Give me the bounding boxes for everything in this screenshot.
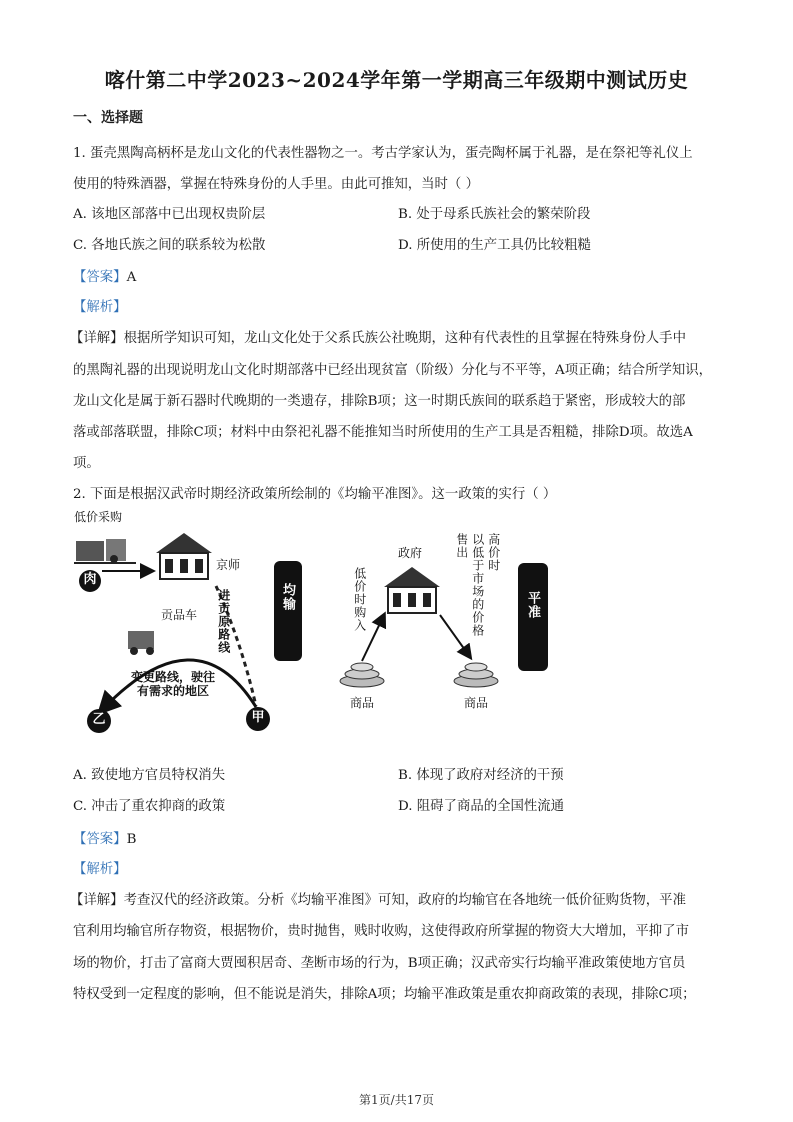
junshu-pillar xyxy=(274,561,302,661)
q2-answer xyxy=(73,828,136,847)
pingzhun-label: 平准 xyxy=(524,591,540,619)
q1-option-a: A. 该地区部落中已出现权贵阶层 xyxy=(73,207,266,222)
junshu-pingzhun-figure xyxy=(66,511,566,747)
q1-detail-line4: 落或部落联盟，排除C项；材料中由祭祀礼器不能推知当时所使用的生产工具是否粗糙，排除D项。故选A xyxy=(73,425,693,440)
change-route-label: 变更路线，驶往有需求的地区 xyxy=(130,670,215,698)
sell-col2-label: 以低于市场的价格 xyxy=(470,533,485,637)
q2-detail-line1 xyxy=(70,889,686,908)
capital-building xyxy=(156,533,212,579)
meat-label: 肉 xyxy=(83,572,97,587)
q1-analysis-tag: 【解析】 xyxy=(73,300,127,315)
low-price-buy-label: 低价时购入 xyxy=(352,567,367,632)
government-building xyxy=(384,567,440,613)
q1-stem-line1: 1. 蛋壳黑陶高柄杯是龙山文化的代表性器物之一。考古学家认为，蛋壳陶杯属于礼器，是在祭祀等礼仪上 xyxy=(73,146,693,161)
page-title: 喀什第二中学2023~2024学年第一学期高三年级期中测试历史 xyxy=(104,68,689,92)
q1-option-b: B. 处于母系氏族社会的繁荣阶段 xyxy=(398,207,591,222)
q1-detail-line5: 项。 xyxy=(73,456,100,471)
goods-left-label: 商品 xyxy=(350,696,375,710)
sell-col1-label: 售出 xyxy=(454,533,469,559)
q2-detail-text1: 考查汉代的经济政策。分析《均输平准图》可知，政府的均输官在各地统一低价征购货物，平准 xyxy=(123,893,686,908)
goods-pile-right xyxy=(454,663,498,687)
q1-answer xyxy=(73,266,136,285)
capital-label: 京师 xyxy=(216,558,241,572)
q2-answer-value: B xyxy=(126,832,137,847)
goods-right-label: 商品 xyxy=(464,696,489,710)
yi-label: 乙 xyxy=(92,712,106,727)
sell-col3-label: 高价时 xyxy=(486,533,501,572)
q2-answer-tag: 【答案】 xyxy=(73,832,127,847)
q2-detail-tag: 【详解】 xyxy=(70,893,124,908)
q1-option-c: C. 各地氏族之间的联系较为松散 xyxy=(73,238,266,253)
q2-analysis-tag: 【解析】 xyxy=(73,862,127,877)
q2-detail-line4: 特权受到一定程度的影响，但不能说是消失，排除A项；均输平准政策是重农抑商政策的表现，排除C项； xyxy=(73,987,696,1002)
q2-option-a: A. 致使地方官员特权消失 xyxy=(73,768,226,783)
q2-stem: 2. 下面是根据汉武帝时期经济政策所绘制的《均输平准图》。这一政策的实行（ ） xyxy=(73,487,557,502)
q1-option-d: D. 所使用的生产工具仍比较粗糙 xyxy=(398,238,591,253)
q1-detail-line2: 的黑陶礼器的出现说明龙山文化时期部落中已经出现贫富（阶级）分化与不平等，A项正确；结合所学知识， xyxy=(73,363,713,378)
page-footer: 第1页/共17页 xyxy=(359,1093,434,1107)
section-heading: 一、选择题 xyxy=(73,110,143,126)
q1-detail-text1: 根据所学知识可知，龙山文化处于父系氏族公社晚期，这种有代表性的且掌握在特殊身份人手中 xyxy=(123,331,686,346)
q2-detail-line3: 场的物价，打击了富商大贾囤积居奇、垄断市场的行为，B项正确；汉武帝实行均输平准政策使地方官员 xyxy=(73,956,686,971)
q1-answer-tag: 【答案】 xyxy=(73,270,127,285)
tribute-cart-sketch xyxy=(128,631,154,655)
goods-pile-left xyxy=(340,663,384,687)
q2-option-b: B. 体现了政府对经济的干预 xyxy=(398,768,564,783)
q1-detail-line3: 龙山文化是属于新石器时代晚期的一类遗存，排除B项；这一时期氏族间的联系趋于紧密，形成较大的部 xyxy=(73,394,686,409)
q1-answer-value: A xyxy=(126,270,137,285)
q1-detail-line1 xyxy=(70,327,686,346)
q2-detail-line2: 官利用均输官所存物资，根据物价，贵时抛售，贱时收购，这使得政府所掌握的物资大大增加，平抑了市 xyxy=(73,924,689,939)
low-price-purchase-label: 低价采购 xyxy=(74,510,123,524)
merchant-cart-sketch xyxy=(74,539,136,563)
government-label: 政府 xyxy=(398,546,423,560)
tribute-route-label: 进贡原路线 xyxy=(216,589,231,654)
junshu-label: 均输 xyxy=(279,583,295,611)
q2-option-d: D. 阻碍了商品的全国性流通 xyxy=(398,799,565,814)
q1-stem-line2: 使用的特殊酒器，掌握在特殊身份的人手里。由此可推知，当时（ ） xyxy=(73,177,479,192)
tribute-cart-label: 贡品车 xyxy=(161,608,198,622)
q2-option-c: C. 冲击了重农抑商的政策 xyxy=(73,799,226,814)
jia-label: 甲 xyxy=(251,710,265,725)
q1-detail-tag: 【详解】 xyxy=(70,331,124,346)
